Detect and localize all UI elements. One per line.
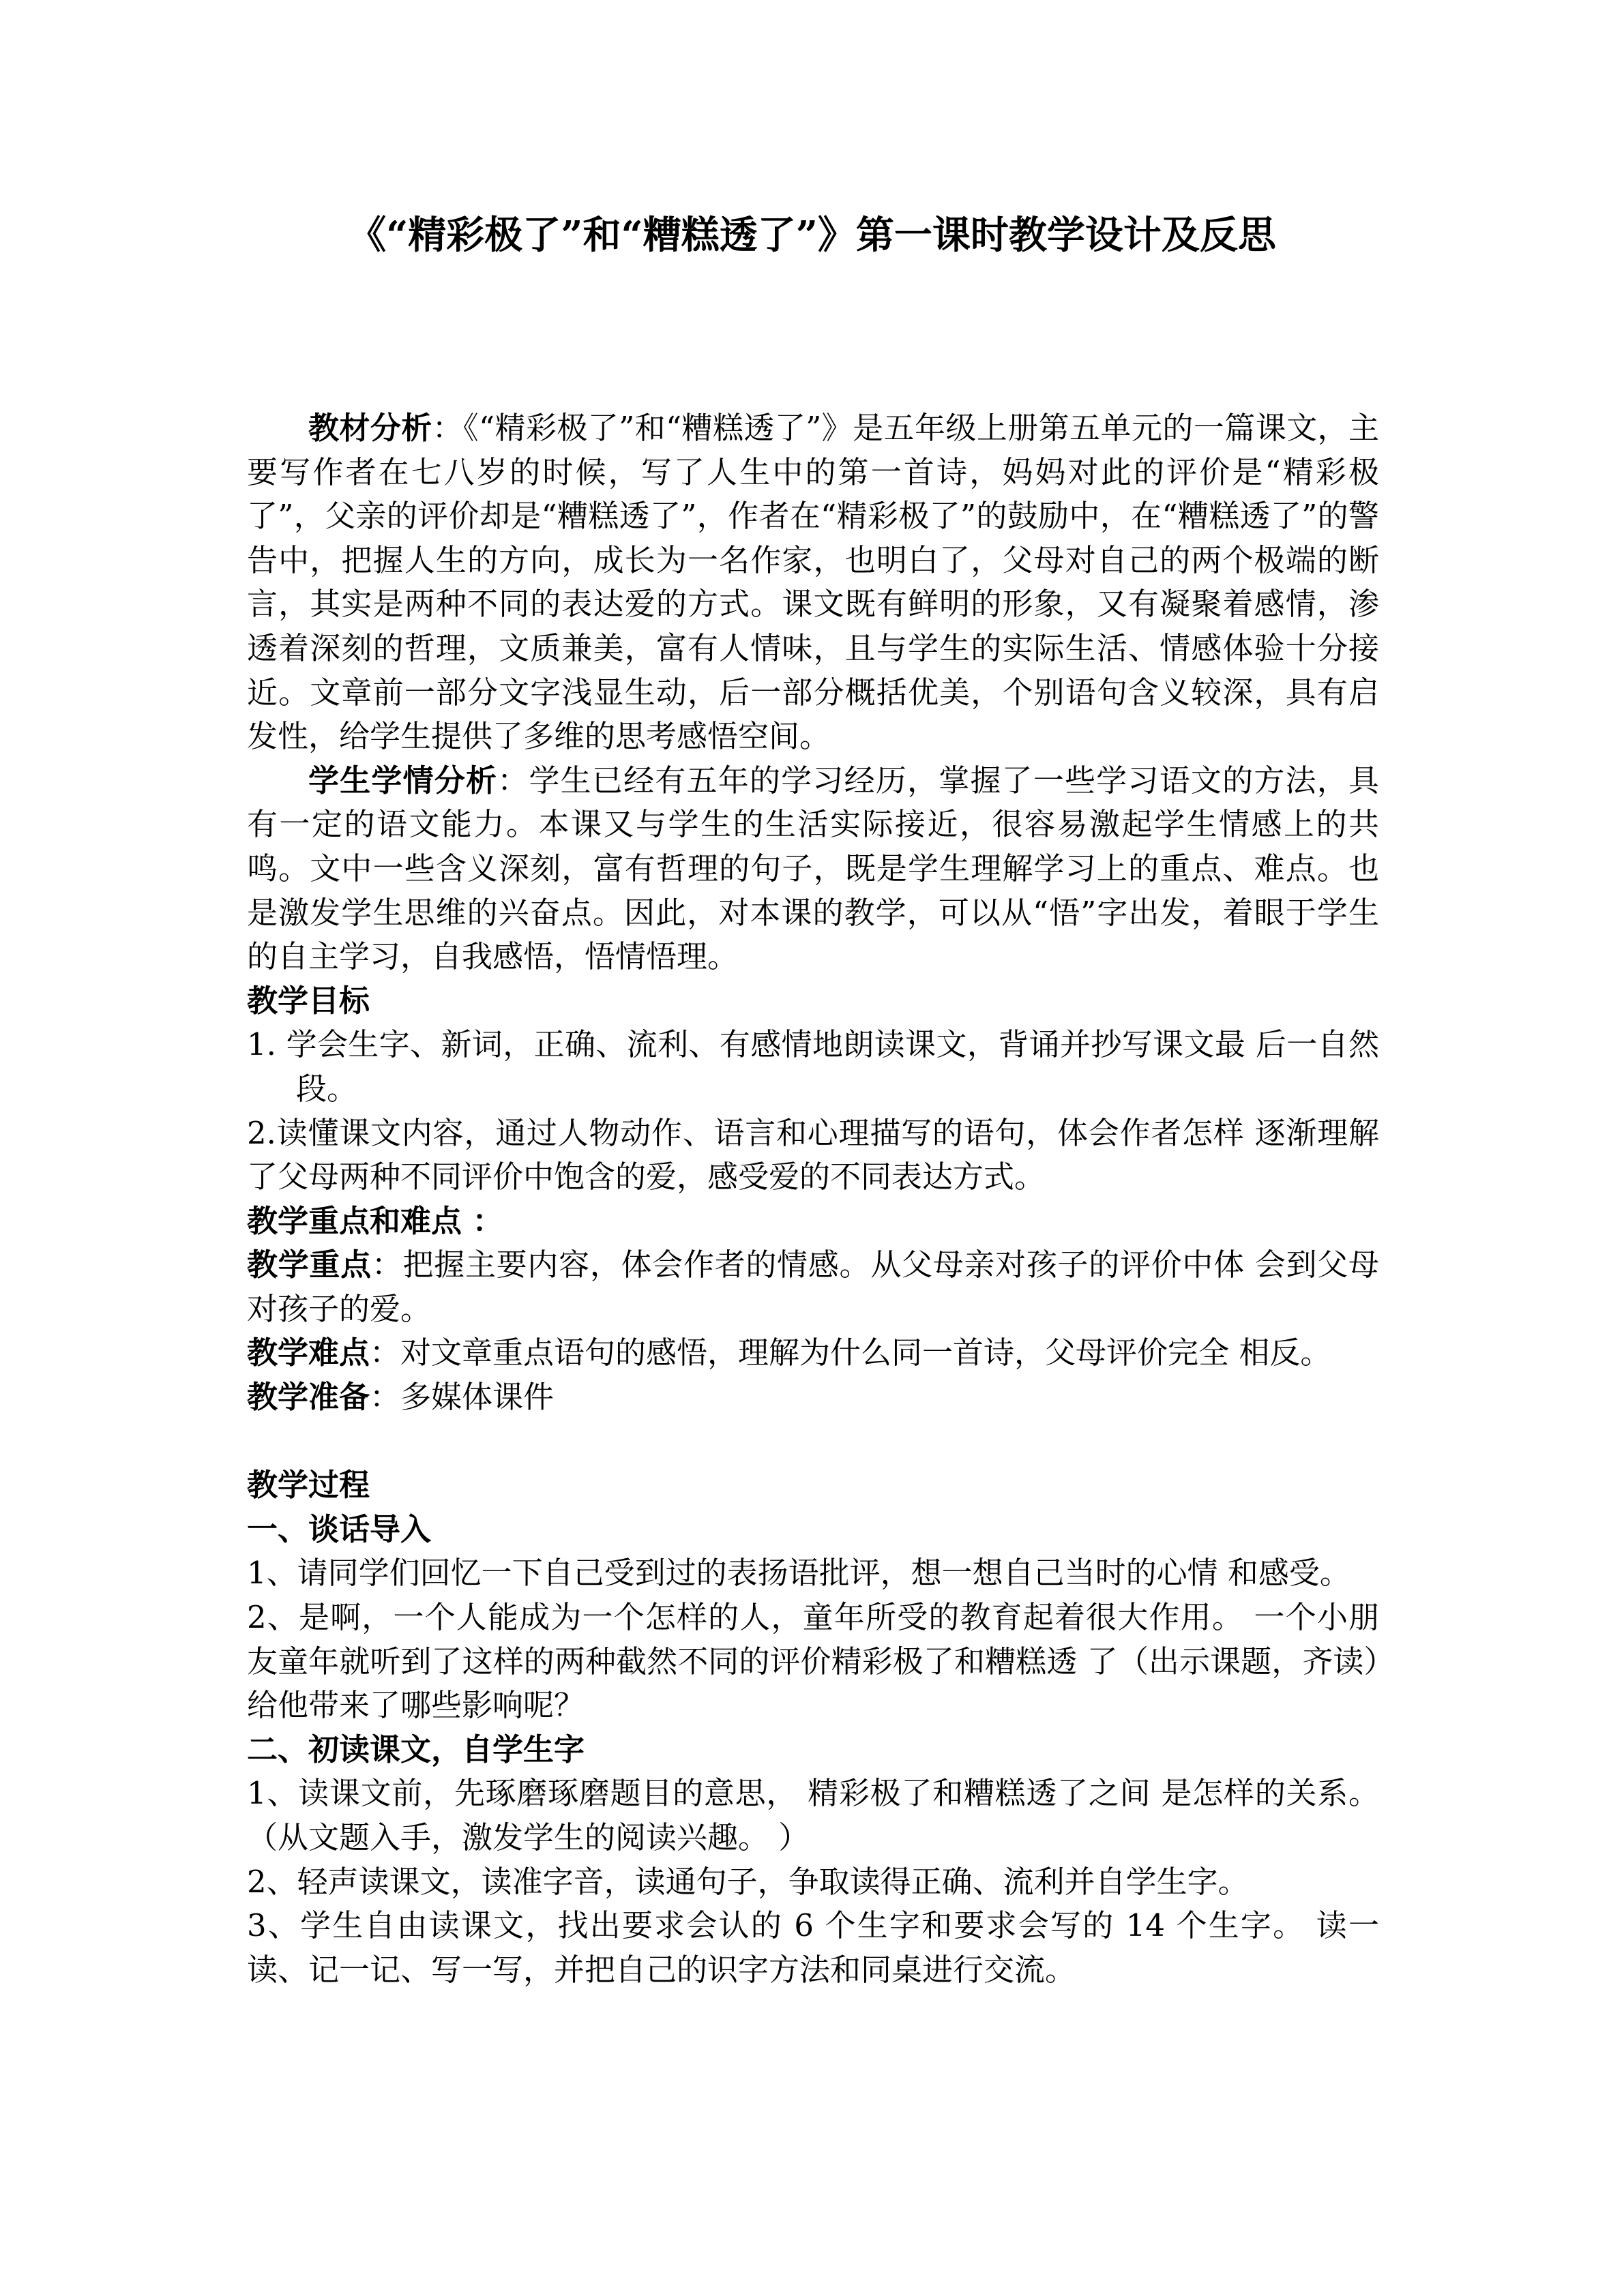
teaching-prep-label: 教学准备 bbox=[247, 1379, 370, 1416]
page-title: 《“精彩极了”和“糟糕透了”》第一课时教学设计及反思 bbox=[348, 213, 1276, 258]
key-points-heading: 教学重点和难点 ： bbox=[247, 1202, 503, 1239]
teaching-focus-label: 教学重点 bbox=[247, 1247, 372, 1283]
section-2-item-2: 2、轻声读课文，读准字音，读通句子，争取读得正确、流利并自学生字。 bbox=[247, 1863, 1249, 1900]
material-analysis-text: ：《“精彩极了”和“糟糕透了”》是五年级上册第五单元的一篇课文，主要写作者在七八岁的时候，写了人生中的第一首诗，妈妈对此的评价是“精彩极了”，父亲的评价却是“糟糕透了”，作者在“精彩极了”的鼓励中，在“糟糕透了”的警告中，把握人生的方向，成长为一名作家，也明白了，父母对自己的两个极端的断言，其实是两种不同的表达爱的方式。课文既有鲜明的形象，又有凝聚着感情，渗透着深刻的哲理，文质兼美，富有人情味，且与学生的实际生活、情感体验十分接近。文章前一部分文字浅显生动，后一部分概括优美，个别语句含义较深，具有启发性，给学生提供了多维的思考感悟空间。 bbox=[247, 410, 1379, 755]
section-1-item-1: 1、请同学们回忆一下自己受到过的表扬语批评，想一想自己当时的心情 和感受。 bbox=[247, 1555, 1350, 1592]
teaching-focus-text: ：把握主要内容，体会作者的情感。从父母亲对孩子的评价中体 会到父母对孩子的爱。 bbox=[247, 1247, 1379, 1327]
section-2-item-3: 3、学生自由读课文，找出要求会认的 6 个生字和要求会写的 14 个生字。 读一读、记一记、写一写，并把自己的识字方法和同桌进行交流。 bbox=[247, 1907, 1379, 1988]
objectives-heading: 教学目标 bbox=[247, 982, 370, 1019]
material-analysis-label: 教材分析 bbox=[308, 410, 432, 446]
document-body bbox=[247, 406, 1379, 1992]
objective-item-2: 2.读懂课文内容，通过人物动作、语言和心理描写的语句，体会作者怎样 逐渐理解了父母两种不同评价中饱含的爱，感受爱的不同表达方式。 bbox=[247, 1114, 1379, 1195]
objective-item-1: 1. 学会生字、新词，正确、流利、有感情地朗读课文，背诵并抄写课文最 后一自然段。 bbox=[247, 1026, 1379, 1107]
section-1-heading: 一、谈话导入 bbox=[247, 1510, 432, 1547]
teaching-focus-paragraph bbox=[247, 1243, 1379, 1331]
teaching-difficulty-label: 教学难点 bbox=[247, 1335, 370, 1371]
blank-line bbox=[247, 1420, 1379, 1464]
student-analysis-paragraph bbox=[247, 759, 1379, 979]
teaching-prep-text: ：多媒体课件 bbox=[370, 1379, 555, 1416]
section-2-item-1: 1、读课文前，先琢磨琢磨题目的意思， 精彩极了和糟糕透了之间 是怎样的关系。 （从文题入手，激发学生的阅读兴趣。 ） bbox=[247, 1775, 1379, 1855]
material-analysis-paragraph bbox=[247, 406, 1379, 759]
student-analysis-text: ：学生已经有五年的学习经历，掌握了一些学习语文的方法，具有一定的语文能力。本课又与学生的生活实际接近，很容易激起学生情感上的共鸣。文中一些含义深刻，富有哲理的句子，既是学生理解学习上的重点、难点。也是激发学生思维的兴奋点。因此，对本课的教学，可以从“悟”字出发，着眼于学生的自主学习，自我感悟，悟情悟理。 bbox=[247, 762, 1379, 975]
student-analysis-label: 学生学情分析 bbox=[308, 762, 498, 799]
teaching-difficulty-paragraph bbox=[247, 1331, 1379, 1375]
section-1-item-2: 2、是啊，一个人能成为一个怎样的人，童年所受的教育起着很大作用。 一个小朋友童年就听到了这样的两种截然不同的评价精彩极了和糟糕透 了（出示课题，齐读）给他带来了哪些影响呢？ bbox=[247, 1599, 1379, 1724]
teaching-prep-paragraph bbox=[247, 1375, 1379, 1420]
teaching-difficulty-text: ：对文章重点语句的感悟，理解为什么同一首诗，父母评价完全 相反。 bbox=[370, 1335, 1331, 1371]
process-heading: 教学过程 bbox=[247, 1467, 370, 1504]
section-2-heading: 二、初读课文，自学生字 bbox=[247, 1731, 585, 1768]
